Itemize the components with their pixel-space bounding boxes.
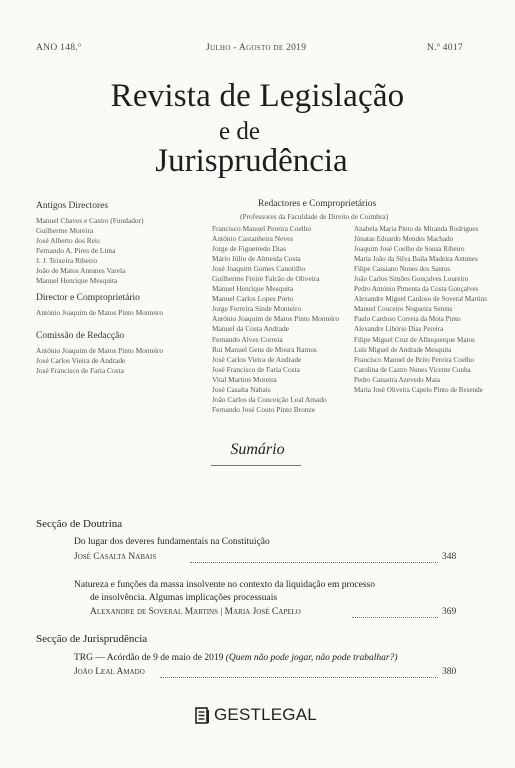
list-item: Francisco Manuel Pereira Coelho bbox=[212, 224, 312, 233]
article-author: Alexandre de Soveral Martins | Maria José Capelo bbox=[90, 607, 301, 617]
list-item: José Francisco de Faria Costa bbox=[212, 364, 300, 374]
article-title: Natureza e funções da massa insolvente no contexto da liquidação em processo bbox=[74, 580, 375, 590]
list-item: Francisco Manuel de Brito Pereira Coelho bbox=[354, 355, 474, 364]
list-item: António Joaquim de Matos Pinto Monteiro bbox=[212, 314, 340, 324]
list-item: Paulo Cardoso Correia da Mota Pinto bbox=[354, 315, 461, 324]
leader-dots bbox=[352, 617, 438, 618]
comissao-heading: Comissão de Redacção bbox=[36, 331, 125, 341]
issue-number: N.º 4017 bbox=[427, 43, 463, 53]
article-page: 348 bbox=[442, 552, 457, 562]
publisher-name: GESTLEGAL bbox=[214, 705, 317, 724]
article-author: José Casalta Nabais bbox=[74, 552, 157, 562]
publisher-logo-icon bbox=[195, 707, 210, 724]
sumario-underline bbox=[211, 465, 301, 466]
redactores-column-2 bbox=[354, 224, 487, 395]
list-item: Carolina de Castro Nunes Vicente Cunha bbox=[354, 365, 471, 374]
leader-dots bbox=[160, 677, 438, 678]
list-item: João Carlos da Conceição Leal Amado bbox=[212, 394, 327, 404]
director-list bbox=[36, 308, 163, 318]
list-item: José Casalta Nabais bbox=[212, 384, 271, 394]
list-item: Anabela Maria Pinto de Miranda Rodrigues bbox=[354, 225, 479, 233]
list-item: J. J. Teixeira Ribeiro bbox=[36, 256, 98, 266]
list-item: João Carlos Simões Gonçalves Loureiro bbox=[354, 275, 469, 284]
masthead-title-line3: Jurisprudência bbox=[155, 143, 348, 179]
list-item: Luís Miguel de Andrade Mesquita bbox=[354, 345, 452, 354]
list-item: Alexandre Miguel Cardoso de Soveral Martins bbox=[354, 295, 487, 304]
list-item: José Francisco de Faria Costa bbox=[36, 366, 124, 376]
list-item: Pedro António Pimenta da Costa Gonçalves bbox=[354, 285, 479, 294]
list-item: Manuel Couceiro Nogueira Serens bbox=[354, 305, 453, 314]
list-item: António Joaquim de Matos Pinto Monteiro bbox=[36, 346, 164, 355]
publisher-logo bbox=[195, 705, 317, 725]
list-item: Pedro Canastra Azevedo Maia bbox=[354, 375, 441, 384]
article-author: João Leal Amado bbox=[74, 667, 145, 677]
director-heading: Director e Comproprietário bbox=[36, 293, 140, 303]
list-item: José Joaquim Gomes Canotilho bbox=[212, 264, 306, 274]
list-item: Alexandre Libório Dias Pereira bbox=[354, 325, 444, 334]
list-item: Manuel Henrique Mesquita bbox=[36, 276, 118, 286]
article-title-text: TRG — Acórdão de 9 de maio de 2019 bbox=[74, 653, 224, 663]
redactores-heading: Redactores e Comproprietários bbox=[258, 199, 377, 209]
list-item: Manuel da Costa Andrade bbox=[212, 324, 289, 334]
list-item: Guilherme Freire Falcão de Oliveira bbox=[212, 274, 320, 284]
list-item: Jónatas Eduardo Mendes Machado bbox=[354, 235, 454, 244]
article-title-quote: (Quem não pode jogar, não pode trabalhar?) bbox=[225, 653, 398, 663]
sumario-title: Sumário bbox=[230, 441, 285, 458]
list-item: Filipe Cassiano Nunes dos Santos bbox=[354, 265, 451, 274]
list-item: Jorge Ferreira Sinde Monteiro bbox=[212, 304, 302, 314]
article-title-continued: de insolvência. Algumas implicações processuais bbox=[90, 593, 278, 603]
jurisprudencia-heading: Secção de Jurisprudência bbox=[36, 633, 148, 645]
list-item: Manuel Carlos Lopes Porto bbox=[212, 294, 294, 304]
list-item: Maria José Oliveira Capelo Pinto de Resende bbox=[354, 385, 483, 394]
article-title bbox=[74, 651, 397, 665]
list-item: Vital Martins Moreira bbox=[212, 374, 277, 384]
list-item: Maria João da Silva Baila Madeira Antunes bbox=[354, 255, 478, 264]
list-item: José Alberto dos Reis bbox=[36, 236, 100, 246]
masthead-title-line2: e de bbox=[219, 118, 260, 145]
list-item: Fernando A. Pires de Lima bbox=[36, 246, 116, 256]
list-item: António Joaquim de Matos Pinto Monteiro bbox=[36, 308, 164, 317]
masthead-title-line1: Revista de Legislação bbox=[110, 78, 405, 114]
list-item: Fernando José Couto Pinto Bronze bbox=[212, 404, 316, 414]
article-page: 380 bbox=[442, 667, 457, 677]
antigos-directores-list bbox=[36, 216, 144, 286]
leader-dots bbox=[190, 562, 438, 563]
list-item: Manuel Henrique Mesquita bbox=[212, 284, 294, 294]
doutrina-heading: Secção de Doutrina bbox=[36, 518, 123, 530]
list-item: Mário Júlio de Almeida Costa bbox=[212, 254, 301, 264]
list-item: Manuel Chaves e Castro (Fundador) bbox=[36, 216, 144, 225]
comissao-list bbox=[36, 346, 163, 376]
volume-year: ANO 148.º bbox=[36, 43, 82, 53]
list-item: Jorge de Figueiredo Dias bbox=[212, 244, 286, 254]
antigos-directores-heading: Antigos Directores bbox=[36, 201, 109, 211]
list-item: João de Matos Antunes Varela bbox=[36, 266, 126, 276]
list-item: José Carlos Vieira de Andrade bbox=[36, 356, 126, 366]
issue-date: Julho - Agosto de 2019 bbox=[206, 43, 307, 53]
article-title: Do lugar dos deveres fundamentais na Constituição bbox=[74, 537, 270, 547]
list-item: António Castanheira Neves bbox=[212, 234, 294, 244]
list-item: Rui Manuel Gens de Moura Ramos bbox=[212, 344, 317, 354]
list-item: Joaquim José Coelho de Sousa Ribeiro bbox=[354, 245, 465, 254]
list-item: Filipe Miguel Cruz de Albuquerque Matos bbox=[354, 335, 475, 344]
redactores-column-1 bbox=[212, 224, 339, 415]
article-page: 369 bbox=[442, 607, 457, 617]
list-item: Guilherme Moreira bbox=[36, 226, 94, 236]
redactores-subheading: (Professores da Faculdade de Direito de Coimbra) bbox=[240, 212, 389, 221]
list-item: Fernando Alves Correia bbox=[212, 334, 283, 344]
list-item: José Carlos Vieira de Andrade bbox=[212, 354, 302, 364]
